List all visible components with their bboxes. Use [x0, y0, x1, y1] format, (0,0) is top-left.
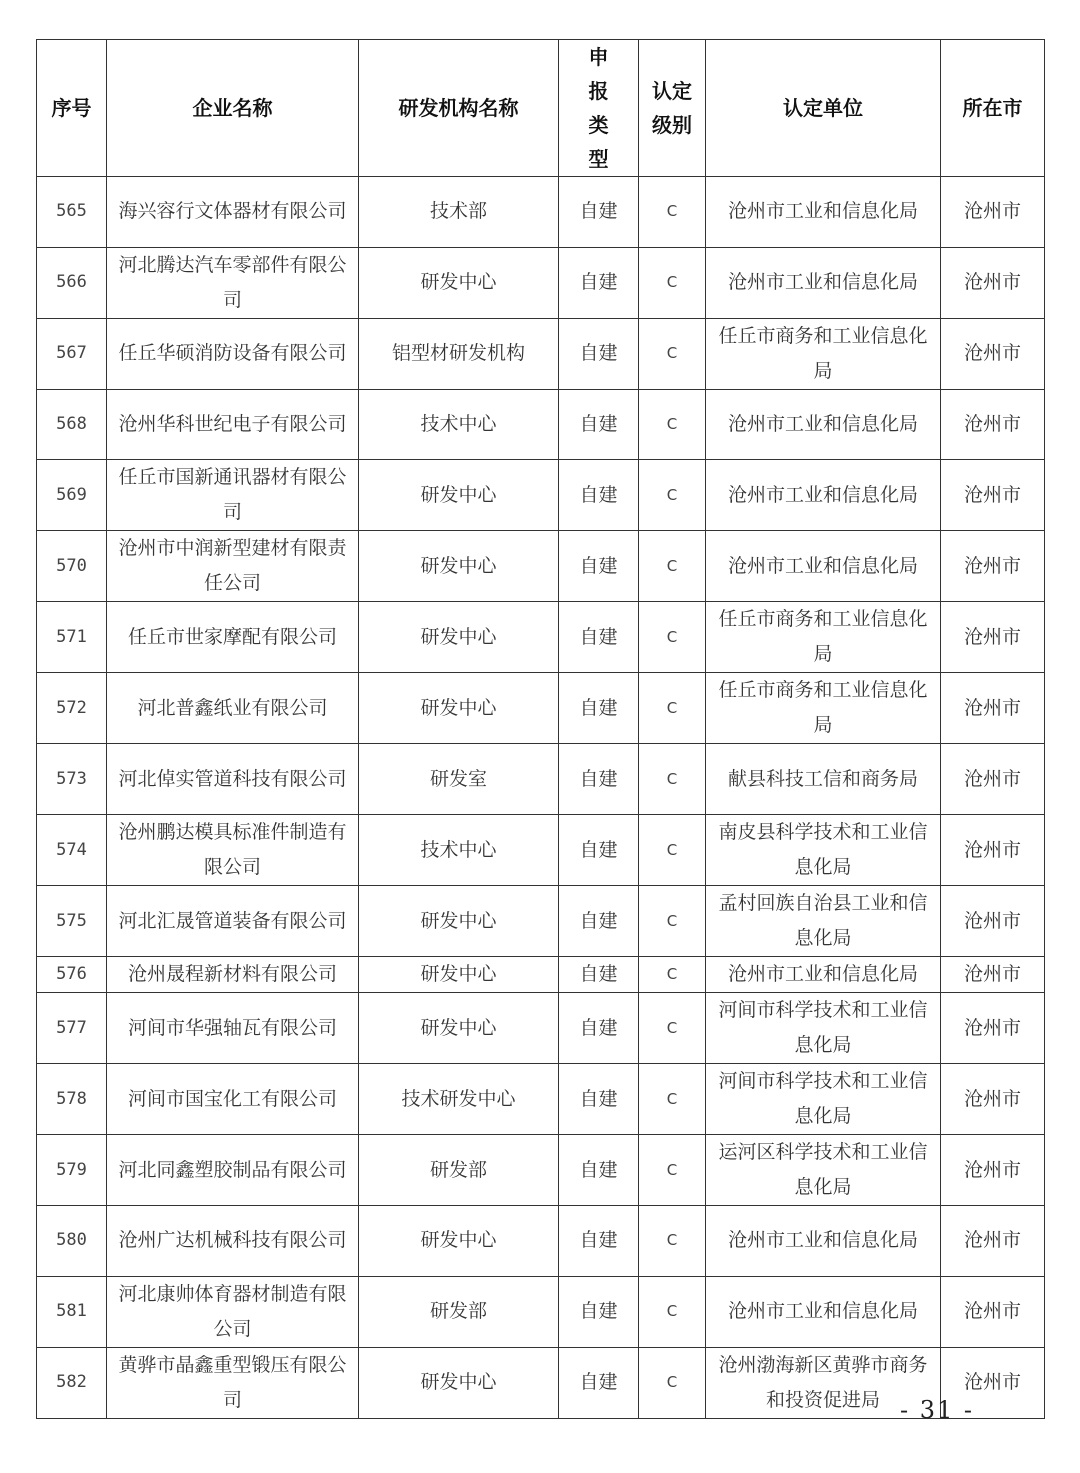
table-row — [37, 1347, 1045, 1418]
cell-company: 沧州鹏达模具标准件制造有限公司 — [107, 815, 359, 886]
table-row — [37, 531, 1045, 602]
cell-index: 566 — [37, 247, 107, 318]
cell-institution: 研发中心 — [359, 993, 559, 1064]
cell-type: 自建 — [559, 531, 639, 602]
cell-city: 沧州市 — [941, 1206, 1045, 1277]
cell-company: 河北汇晟管道装备有限公司 — [107, 886, 359, 957]
cell-type: 自建 — [559, 957, 639, 993]
header-authority: 认定单位 — [706, 40, 941, 177]
cell-city: 沧州市 — [941, 1135, 1045, 1206]
cell-authority: 南皮县科学技术和工业信息化局 — [706, 815, 941, 886]
cell-company: 海兴容行文体器材有限公司 — [107, 177, 359, 248]
cell-city: 沧州市 — [941, 815, 1045, 886]
cell-city: 沧州市 — [941, 1347, 1045, 1418]
cell-authority: 河间市科学技术和工业信息化局 — [706, 993, 941, 1064]
cell-company: 沧州华科世纪电子有限公司 — [107, 389, 359, 460]
cell-index: 581 — [37, 1276, 107, 1347]
cell-city: 沧州市 — [941, 1064, 1045, 1135]
cell-authority: 沧州市工业和信息化局 — [706, 1276, 941, 1347]
table-row — [37, 318, 1045, 389]
cell-index: 574 — [37, 815, 107, 886]
cell-type: 自建 — [559, 1064, 639, 1135]
cell-authority: 孟村回族自治县工业和信息化局 — [706, 886, 941, 957]
cell-type: 自建 — [559, 993, 639, 1064]
cell-index: 579 — [37, 1135, 107, 1206]
cell-index: 582 — [37, 1347, 107, 1418]
cell-company: 河北倬实管道科技有限公司 — [107, 744, 359, 815]
table-row — [37, 1064, 1045, 1135]
cell-city: 沧州市 — [941, 177, 1045, 248]
cell-authority: 任丘市商务和工业信息化局 — [706, 673, 941, 744]
cell-institution: 技术中心 — [359, 389, 559, 460]
cell-company: 河间市国宝化工有限公司 — [107, 1064, 359, 1135]
cell-level: C — [639, 1347, 706, 1418]
cell-institution: 研发中心 — [359, 531, 559, 602]
header-type: 申报类型 — [559, 40, 639, 177]
table-row — [37, 886, 1045, 957]
cell-company: 黄骅市晶鑫重型锻压有限公司 — [107, 1347, 359, 1418]
cell-institution: 研发中心 — [359, 1347, 559, 1418]
cell-level: C — [639, 815, 706, 886]
cell-authority: 任丘市商务和工业信息化局 — [706, 318, 941, 389]
cell-level: C — [639, 957, 706, 993]
cell-company: 河北普鑫纸业有限公司 — [107, 673, 359, 744]
cell-city: 沧州市 — [941, 602, 1045, 673]
cell-city: 沧州市 — [941, 318, 1045, 389]
cell-level: C — [639, 318, 706, 389]
cell-level: C — [639, 886, 706, 957]
cell-level: C — [639, 1135, 706, 1206]
cell-company: 沧州广达机械科技有限公司 — [107, 1206, 359, 1277]
cell-company: 沧州晟程新材料有限公司 — [107, 957, 359, 993]
table-row — [37, 673, 1045, 744]
table-body — [37, 177, 1045, 1419]
cell-type: 自建 — [559, 602, 639, 673]
table-row — [37, 957, 1045, 993]
table-row — [37, 247, 1045, 318]
cell-authority: 沧州市工业和信息化局 — [706, 247, 941, 318]
cell-authority: 沧州市工业和信息化局 — [706, 531, 941, 602]
cell-city: 沧州市 — [941, 993, 1045, 1064]
cell-company: 河北腾达汽车零部件有限公司 — [107, 247, 359, 318]
cell-city: 沧州市 — [941, 531, 1045, 602]
cell-company: 沧州市中润新型建材有限责任公司 — [107, 531, 359, 602]
cell-authority: 沧州市工业和信息化局 — [706, 389, 941, 460]
cell-city: 沧州市 — [941, 886, 1045, 957]
cell-index: 567 — [37, 318, 107, 389]
cell-level: C — [639, 177, 706, 248]
cell-index: 569 — [37, 460, 107, 531]
cell-company: 河间市华强轴瓦有限公司 — [107, 993, 359, 1064]
cell-authority: 任丘市商务和工业信息化局 — [706, 602, 941, 673]
cell-institution: 研发中心 — [359, 957, 559, 993]
cell-institution: 技术中心 — [359, 815, 559, 886]
cell-city: 沧州市 — [941, 673, 1045, 744]
header-company: 企业名称 — [107, 40, 359, 177]
table-row — [37, 744, 1045, 815]
table-row — [37, 602, 1045, 673]
cell-institution: 技术研发中心 — [359, 1064, 559, 1135]
cell-level: C — [639, 389, 706, 460]
cell-index: 568 — [37, 389, 107, 460]
cell-type: 自建 — [559, 1206, 639, 1277]
header-level: 认定级别 — [639, 40, 706, 177]
cell-institution: 研发中心 — [359, 1206, 559, 1277]
table-row — [37, 993, 1045, 1064]
cell-company: 任丘市世家摩配有限公司 — [107, 602, 359, 673]
header-city: 所在市 — [941, 40, 1045, 177]
cell-institution: 研发中心 — [359, 673, 559, 744]
page-number: - 31 - — [900, 1396, 975, 1424]
cell-type: 自建 — [559, 673, 639, 744]
cell-index: 573 — [37, 744, 107, 815]
table-row — [37, 460, 1045, 531]
cell-authority: 沧州市工业和信息化局 — [706, 460, 941, 531]
cell-index: 565 — [37, 177, 107, 248]
table-row — [37, 815, 1045, 886]
cell-institution: 研发中心 — [359, 460, 559, 531]
cell-institution: 研发室 — [359, 744, 559, 815]
cell-type: 自建 — [559, 744, 639, 815]
cell-authority: 运河区科学技术和工业信息化局 — [706, 1135, 941, 1206]
cell-institution: 研发中心 — [359, 247, 559, 318]
cell-level: C — [639, 531, 706, 602]
cell-type: 自建 — [559, 886, 639, 957]
cell-level: C — [639, 1206, 706, 1277]
header-row — [37, 40, 1045, 177]
cell-institution: 研发部 — [359, 1135, 559, 1206]
cell-level: C — [639, 993, 706, 1064]
cell-level: C — [639, 1064, 706, 1135]
cell-type: 自建 — [559, 815, 639, 886]
cell-authority: 沧州市工业和信息化局 — [706, 1206, 941, 1277]
cell-institution: 研发中心 — [359, 602, 559, 673]
cell-level: C — [639, 744, 706, 815]
table-row — [37, 1135, 1045, 1206]
cell-company: 任丘市国新通讯器材有限公司 — [107, 460, 359, 531]
cell-city: 沧州市 — [941, 1276, 1045, 1347]
cell-type: 自建 — [559, 389, 639, 460]
cell-index: 570 — [37, 531, 107, 602]
enterprise-table — [36, 39, 1045, 1419]
table-row — [37, 389, 1045, 460]
cell-index: 578 — [37, 1064, 107, 1135]
cell-authority: 沧州市工业和信息化局 — [706, 957, 941, 993]
cell-authority: 沧州市工业和信息化局 — [706, 177, 941, 248]
cell-company: 任丘华硕消防设备有限公司 — [107, 318, 359, 389]
cell-type: 自建 — [559, 177, 639, 248]
cell-type: 自建 — [559, 318, 639, 389]
cell-institution: 研发中心 — [359, 886, 559, 957]
cell-authority: 献县科技工信和商务局 — [706, 744, 941, 815]
cell-company: 河北康帅体育器材制造有限公司 — [107, 1276, 359, 1347]
cell-level: C — [639, 247, 706, 318]
cell-type: 自建 — [559, 1347, 639, 1418]
cell-index: 572 — [37, 673, 107, 744]
header-index: 序号 — [37, 40, 107, 177]
cell-institution: 研发部 — [359, 1276, 559, 1347]
cell-city: 沧州市 — [941, 247, 1045, 318]
cell-city: 沧州市 — [941, 460, 1045, 531]
cell-index: 576 — [37, 957, 107, 993]
cell-type: 自建 — [559, 460, 639, 531]
cell-level: C — [639, 1276, 706, 1347]
cell-index: 571 — [37, 602, 107, 673]
cell-institution: 铝型材研发机构 — [359, 318, 559, 389]
cell-city: 沧州市 — [941, 957, 1045, 993]
table-row — [37, 1206, 1045, 1277]
cell-level: C — [639, 673, 706, 744]
table-row — [37, 177, 1045, 248]
cell-index: 577 — [37, 993, 107, 1064]
cell-type: 自建 — [559, 247, 639, 318]
cell-level: C — [639, 602, 706, 673]
cell-company: 河北同鑫塑胶制品有限公司 — [107, 1135, 359, 1206]
table-row — [37, 1276, 1045, 1347]
header-institution: 研发机构名称 — [359, 40, 559, 177]
cell-institution: 技术部 — [359, 177, 559, 248]
cell-index: 580 — [37, 1206, 107, 1277]
cell-index: 575 — [37, 886, 107, 957]
cell-type: 自建 — [559, 1135, 639, 1206]
cell-level: C — [639, 460, 706, 531]
cell-authority: 沧州渤海新区黄骅市商务和投资促进局 — [706, 1347, 941, 1418]
cell-type: 自建 — [559, 1276, 639, 1347]
cell-city: 沧州市 — [941, 744, 1045, 815]
cell-authority: 河间市科学技术和工业信息化局 — [706, 1064, 941, 1135]
cell-city: 沧州市 — [941, 389, 1045, 460]
